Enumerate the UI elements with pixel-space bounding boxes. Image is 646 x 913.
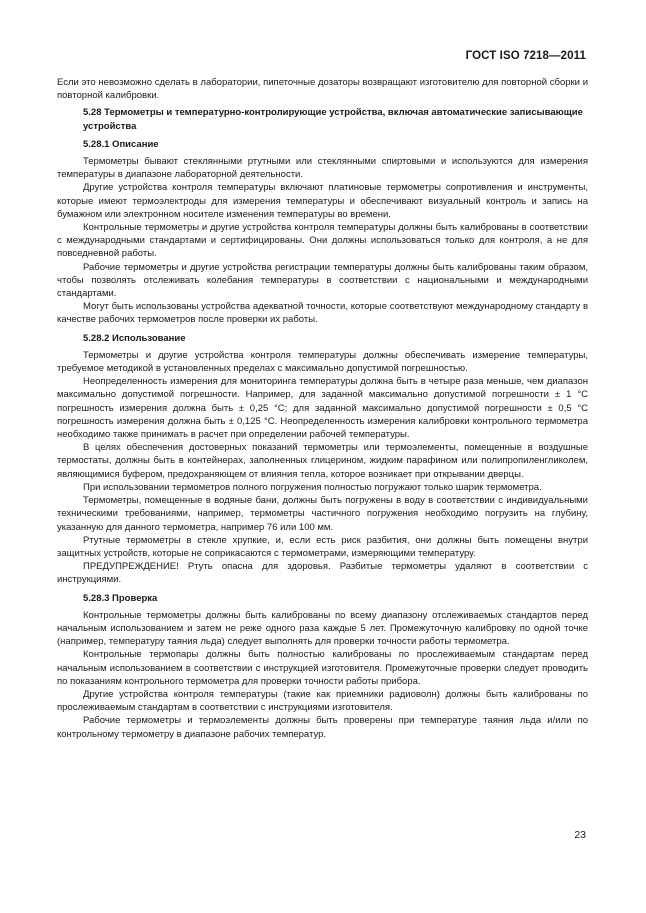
paragraph: Термометры бывают стеклянными ртутными или стеклянными спиртовыми и используются для измерения температуры в диапазоне лабораторной деятельности.	[57, 156, 588, 181]
section-5-28-1-heading: 5.28.1 Описание	[83, 138, 159, 150]
paragraph: Рабочие термометры и термоэлементы должны быть проверены при температуре таяния льда и/или по контрольному термометру в диапазоне рабочих температур.	[57, 715, 588, 740]
paragraph: При использовании термометров полного погружения полностью погружают только шарик термометра.	[83, 481, 542, 493]
paragraph: В целях обеспечения достоверных показаний термометры или термоэлементы, помещенные в воздушные термостаты, должны быть в контейнерах, заполненных глицерином, жидким парафином или полипропиленгликолем, являющимися буфером, предохраняющем от влияния тепла, которое возникает при открывании дверцы.	[57, 442, 588, 480]
page-number: 23	[574, 829, 586, 841]
warning-paragraph: ПРЕДУПРЕЖДЕНИЕ! Ртуть опасна для здоровья. Разбитые термометры удаляют в соответствии с инструкциями.	[57, 561, 588, 586]
section-5-28-2-heading: 5.28.2 Использование	[83, 332, 186, 344]
paragraph: Другие устройства контроля температуры включают платиновые термометры сопротивления и инструменты, которые имеют термоэлектроды для измерения температуры и обеспечивают визуальный контроль и запись на бумажном или электронном носителе изменения температуры во времени.	[57, 182, 588, 220]
paragraph: Другие устройства контроля температуры (такие как приемники радиоволн) должны быть калиброваны по прослеживаемым стандартам в соответствии с инструкциями изготовителя.	[57, 688, 588, 714]
paragraph: Неопределенность измерения для мониторинга температуры должна быть в четыре раза меньше, чем диапазон максимально допустимой погрешности. Например, для заданной максимально допустимой погрешности ± 1 °C погрешность измерения должна быть ± 0,25 °C; для заданной максимально допустимой погрешности ± 0,5 °C погрешность измерения должна быть ± 0,125 °C. Неопределенность измерения калибровки контрольного термометра необходимо также принимать в расчет при определении рабочей температуры.	[57, 376, 588, 441]
standard-header: ГОСТ ISO 7218—2011	[465, 50, 586, 62]
paragraph: Рабочие термометры и другие устройства регистрации температуры должны быть калиброваны таким образом, чтобы позволять отслеживать колебания температуры в соответствии с национальными и международными стандартами.	[57, 261, 588, 300]
document-body	[57, 76, 588, 741]
paragraph: Контрольные термометры должны быть калиброваны по всему диапазону отслеживаемых стандартов перед начальным использованием и затем не реже одного раза каждые 5 лет. Промежуточную калибровку по одной точке (например, температуру таяния льда) следует выполнять для проверки точности работы термометра.	[57, 609, 588, 648]
paragraph: Термометры и другие устройства контроля температуры должны обеспечивать измерение температуры, требуемое методикой в установленных пределах с максимально допустимой погрешностью.	[57, 349, 588, 375]
section-5-28-3-heading: 5.28.3 Проверка	[83, 592, 158, 604]
paragraph-intro: Если это невозможно сделать в лаборатории, пипеточные дозаторы возвращают изготовителю для повторной сборки и повторной калибровки.	[57, 77, 588, 102]
section-5-28-heading: 5.28 Термометры и температурно-контролирующие устройства, включая автоматические записывающие устройства	[83, 107, 583, 132]
paragraph: Контрольные термопары должны быть полностью калиброваны по прослеживаемым стандартам перед начальным использованием в соответствии с инструкцией изготовителя. Промежуточные проверки следует проводить по показаниям контрольного термометра для проверки точности работы прибора.	[57, 649, 588, 687]
paragraph: Могут быть использованы устройства адекватной точности, которые соответствуют международному стандарту в качестве рабочих термометров после проверки их работы.	[57, 301, 588, 326]
paragraph: Термометры, помещенные в водяные бани, должны быть погружены в воду в соответствии с индивидуальными техническими требованиями, например, термометры частичного погружения необходимо погрузить на глубину, указанную для данного термометра, например 76 или 100 мм.	[57, 495, 588, 533]
paragraph: Ртутные термометры в стекле хрупкие, и, если есть риск разбития, они должны быть помещены внутри защитных устройств, которые не соприкасаются с термометрами, измеряющими температуру.	[57, 534, 588, 559]
paragraph: Контрольные термометры и другие устройства контроля температуры должны быть калиброваны в соответствии с международными стандартами и сертифицированы. Они должны использоваться только для контроля, а не для повседневной работы.	[57, 222, 588, 260]
